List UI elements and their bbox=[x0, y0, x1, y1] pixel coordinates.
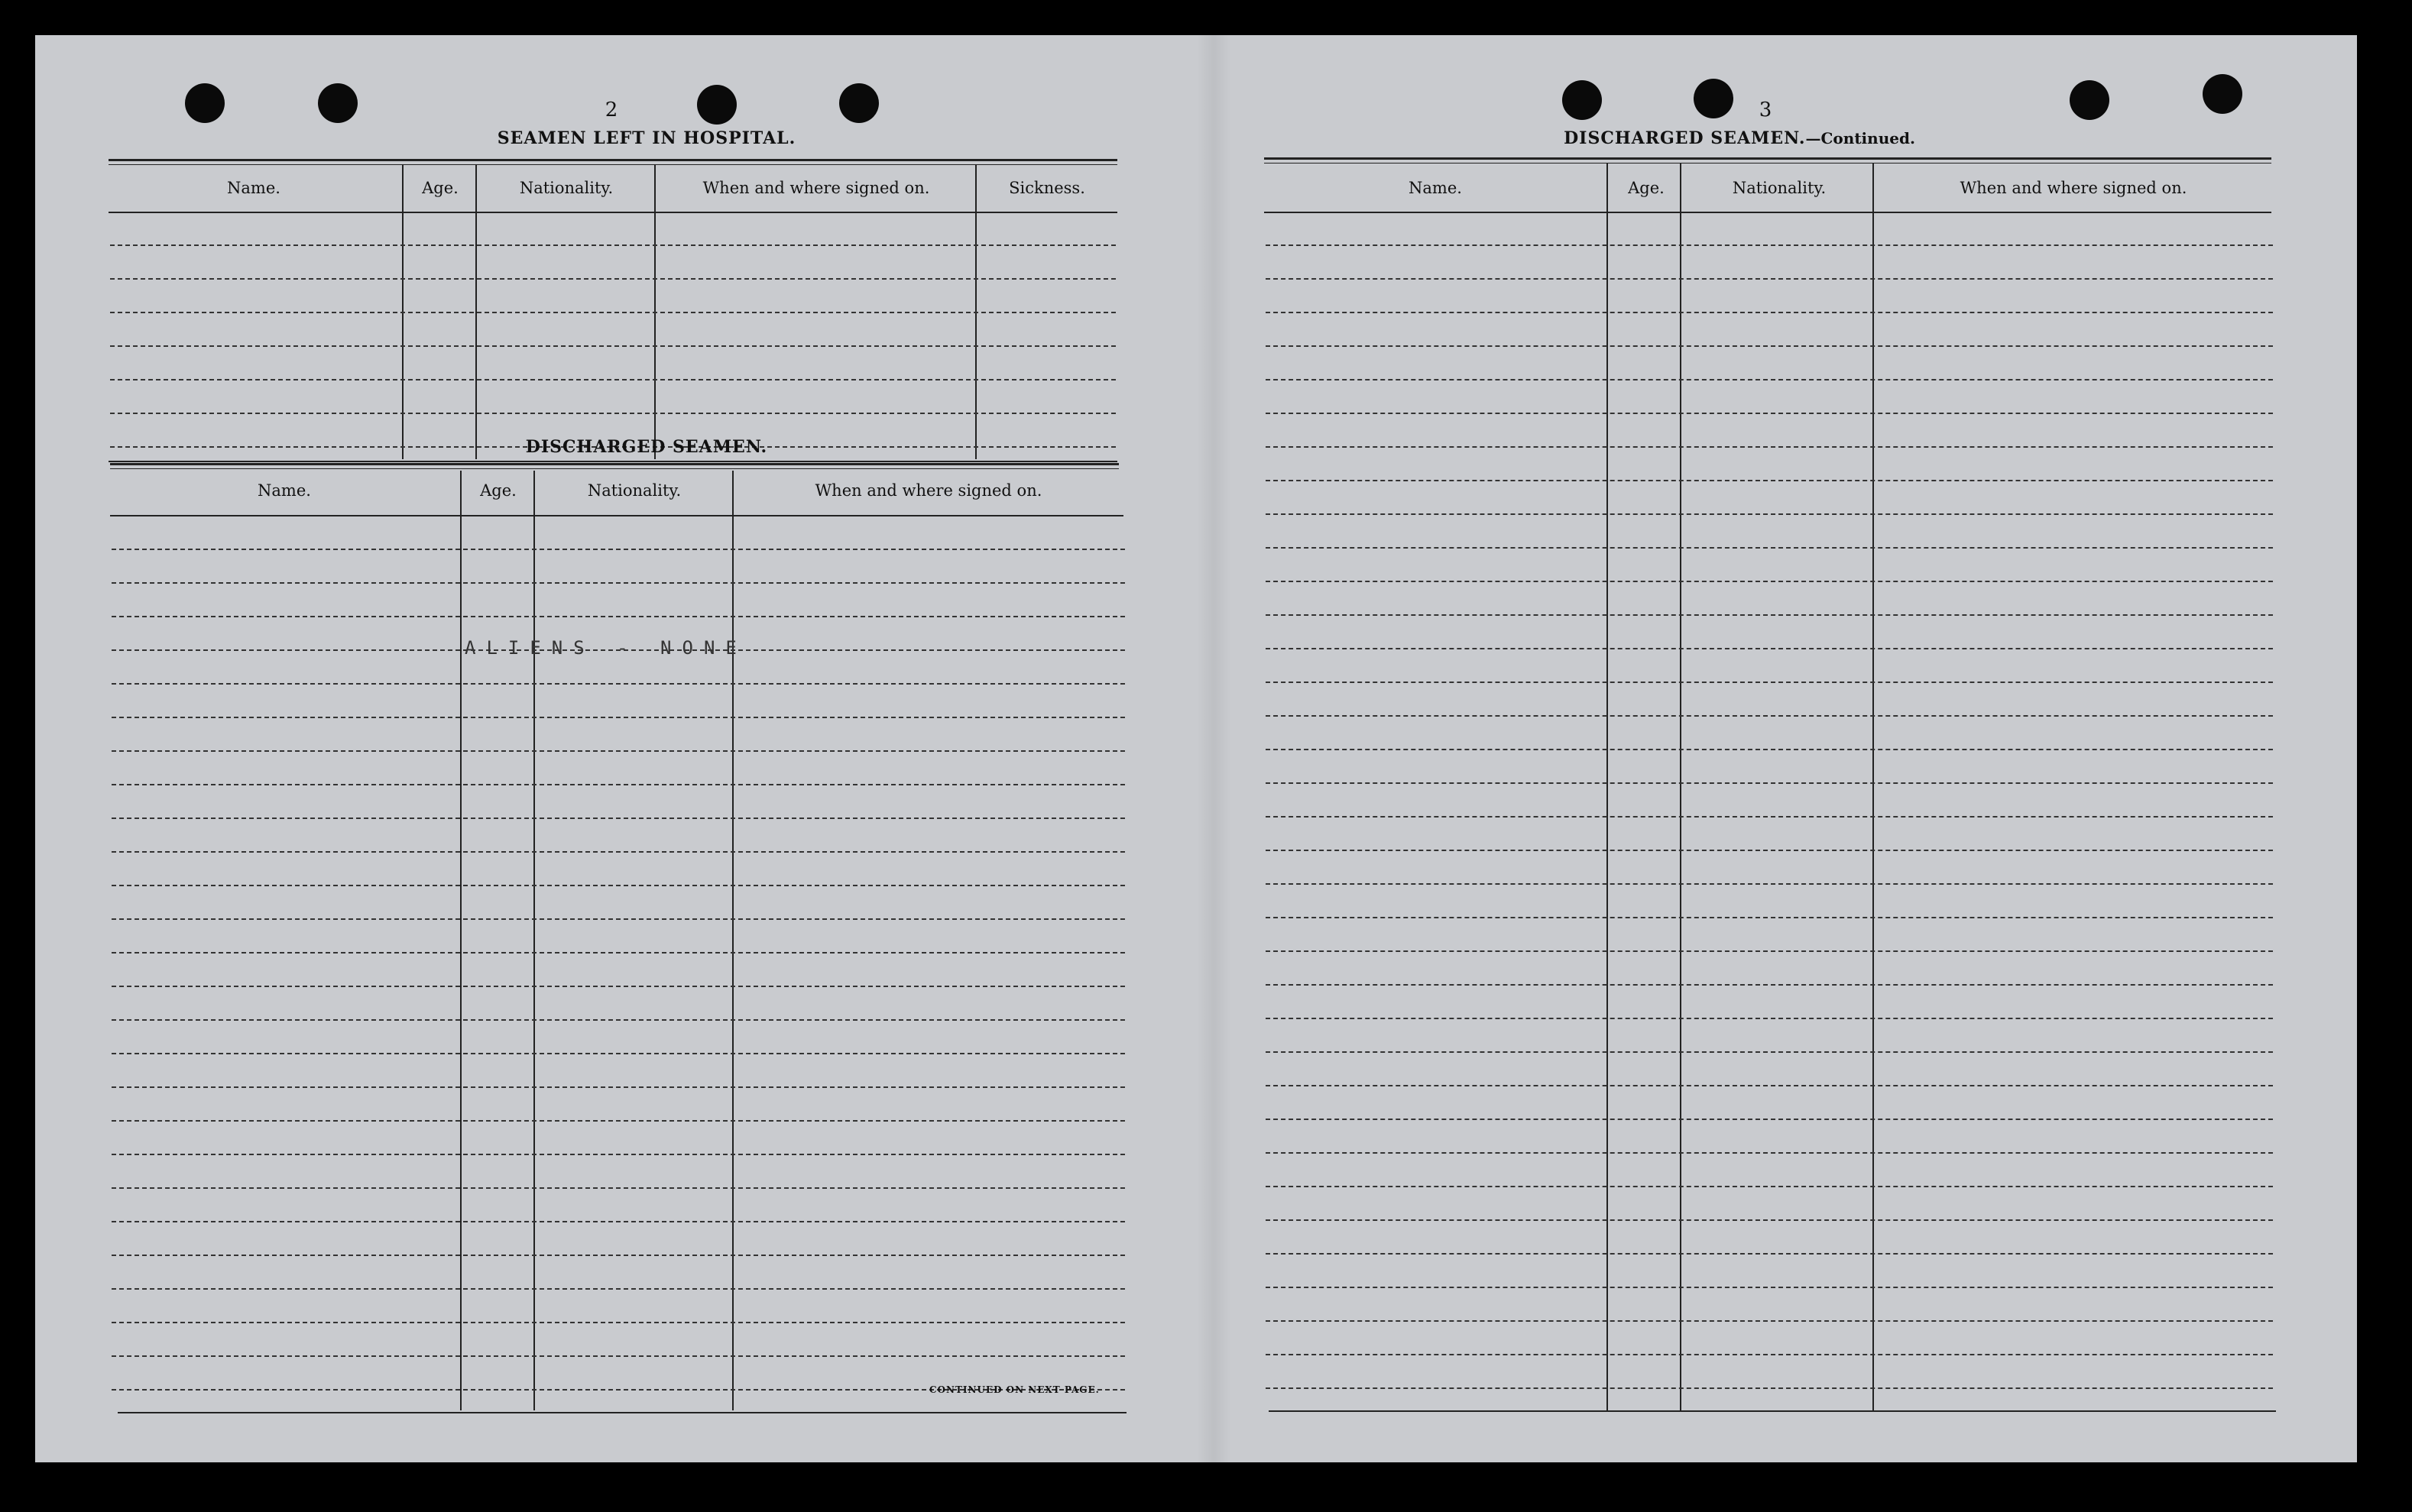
entry-line bbox=[112, 885, 1125, 886]
entry-line bbox=[1266, 379, 2273, 380]
entry-line bbox=[1266, 278, 2273, 280]
entry-line bbox=[112, 1086, 1125, 1088]
entry-line bbox=[1266, 480, 2273, 481]
entry-line bbox=[1266, 1219, 2273, 1221]
punch-hole bbox=[185, 83, 225, 123]
form-sheet bbox=[35, 35, 2357, 1462]
entry-line bbox=[112, 549, 1125, 550]
entry-line bbox=[1266, 782, 2273, 784]
column-divider bbox=[533, 471, 535, 1410]
entry-line bbox=[112, 1053, 1125, 1054]
col-sickness: Sickness. bbox=[1009, 179, 1085, 197]
entry-line bbox=[112, 784, 1125, 785]
punch-hole bbox=[2070, 80, 2109, 120]
entry-line bbox=[1266, 244, 2273, 246]
entry-line bbox=[112, 616, 1125, 617]
punch-hole bbox=[318, 83, 358, 123]
entry-line bbox=[1266, 682, 2273, 683]
entry-line bbox=[1266, 547, 2273, 549]
entry-line bbox=[112, 1288, 1125, 1290]
entry-line bbox=[1266, 749, 2273, 750]
entry-line bbox=[110, 278, 1116, 280]
right-bottom-rule bbox=[1269, 1410, 2276, 1412]
entry-line bbox=[1266, 1119, 2273, 1120]
col-age: Age. bbox=[480, 481, 517, 500]
entry-line bbox=[112, 1019, 1125, 1021]
page-fold bbox=[1197, 35, 1230, 1462]
entry-line bbox=[1266, 345, 2273, 347]
right-header-rule bbox=[1264, 212, 2271, 213]
punch-hole bbox=[697, 85, 737, 125]
column-divider bbox=[1872, 164, 1874, 1410]
col-age: Age. bbox=[1628, 179, 1665, 197]
title-suffix: —Continued. bbox=[1805, 129, 1915, 147]
entry-line bbox=[1266, 883, 2273, 885]
entry-line bbox=[112, 918, 1125, 920]
entry-line bbox=[1266, 1320, 2273, 1322]
col-nationality: Nationality. bbox=[587, 481, 682, 500]
entry-line bbox=[112, 818, 1125, 819]
discharged-section-title: DISCHARGED SEAMEN. bbox=[525, 437, 768, 457]
entry-line bbox=[1266, 312, 2273, 313]
entry-line bbox=[112, 986, 1125, 987]
right-top-rule bbox=[1264, 157, 2271, 164]
discharged-top-rule bbox=[110, 463, 1119, 469]
entry-line bbox=[112, 1154, 1125, 1155]
entry-line bbox=[1266, 581, 2273, 582]
punch-hole bbox=[2203, 74, 2242, 114]
page-number: 3 bbox=[1759, 99, 1772, 121]
entry-line bbox=[1266, 648, 2273, 649]
entry-line bbox=[112, 683, 1125, 685]
continued-footer: CONTINUED ON NEXT PAGE. bbox=[929, 1384, 1100, 1395]
discharged-bottom-rule bbox=[118, 1412, 1127, 1413]
entry-line bbox=[1266, 1387, 2273, 1389]
page-number: 2 bbox=[605, 99, 618, 121]
entry-line bbox=[1266, 950, 2273, 952]
entry-line bbox=[1266, 984, 2273, 986]
entry-line bbox=[112, 750, 1125, 752]
column-divider bbox=[732, 471, 734, 1410]
hospital-bottom-rule bbox=[109, 461, 1117, 462]
entry-line bbox=[1266, 446, 2273, 448]
entry-line bbox=[1266, 1287, 2273, 1288]
entry-line bbox=[1266, 1018, 2273, 1019]
col-age: Age. bbox=[422, 179, 459, 197]
entry-line bbox=[110, 244, 1116, 246]
entry-line bbox=[1266, 1354, 2273, 1355]
entry-line bbox=[112, 1322, 1125, 1323]
typed-entry: ALIENS - NONE bbox=[465, 637, 747, 659]
hospital-section-title: SEAMEN LEFT IN HOSPITAL. bbox=[497, 128, 796, 148]
col-when-where: When and where signed on. bbox=[702, 179, 930, 197]
col-name: Name. bbox=[258, 481, 311, 500]
col-name: Name. bbox=[1409, 179, 1462, 197]
discharged-continued-title bbox=[1556, 128, 1923, 148]
entry-line bbox=[1266, 816, 2273, 818]
entry-line bbox=[1266, 1085, 2273, 1086]
hospital-header-rule bbox=[109, 212, 1117, 213]
entry-line bbox=[110, 345, 1116, 347]
entry-line bbox=[1266, 1152, 2273, 1154]
entry-line bbox=[1266, 513, 2273, 515]
title-main: DISCHARGED SEAMEN. bbox=[1564, 128, 1806, 148]
entry-line bbox=[1266, 917, 2273, 918]
hospital-top-rule bbox=[109, 159, 1117, 165]
column-divider bbox=[1606, 164, 1608, 1410]
entry-line bbox=[1266, 1186, 2273, 1187]
discharged-header-rule bbox=[110, 515, 1123, 516]
col-when-where: When and where signed on. bbox=[1960, 179, 2187, 197]
col-nationality: Nationality. bbox=[1732, 179, 1827, 197]
punch-hole bbox=[1562, 80, 1602, 120]
entry-line bbox=[1266, 614, 2273, 616]
entry-line bbox=[110, 312, 1116, 313]
punch-hole bbox=[839, 83, 879, 123]
entry-line bbox=[1266, 413, 2273, 414]
entry-line bbox=[112, 1187, 1125, 1189]
entry-line bbox=[112, 582, 1125, 584]
entry-line bbox=[1266, 1051, 2273, 1053]
col-nationality: Nationality. bbox=[519, 179, 614, 197]
col-when-where: When and where signed on. bbox=[815, 481, 1042, 500]
column-divider bbox=[460, 471, 462, 1410]
entry-line bbox=[112, 1255, 1125, 1256]
entry-line bbox=[1266, 850, 2273, 851]
entry-line bbox=[112, 851, 1125, 853]
entry-line bbox=[112, 1355, 1125, 1357]
entry-line bbox=[110, 413, 1116, 414]
entry-line bbox=[1266, 715, 2273, 717]
entry-line bbox=[110, 379, 1116, 380]
col-name: Name. bbox=[227, 179, 280, 197]
entry-line bbox=[112, 717, 1125, 718]
entry-line bbox=[1266, 1253, 2273, 1255]
entry-line bbox=[112, 1120, 1125, 1122]
column-divider bbox=[1680, 164, 1681, 1410]
entry-line bbox=[112, 952, 1125, 953]
entry-line bbox=[112, 1221, 1125, 1222]
